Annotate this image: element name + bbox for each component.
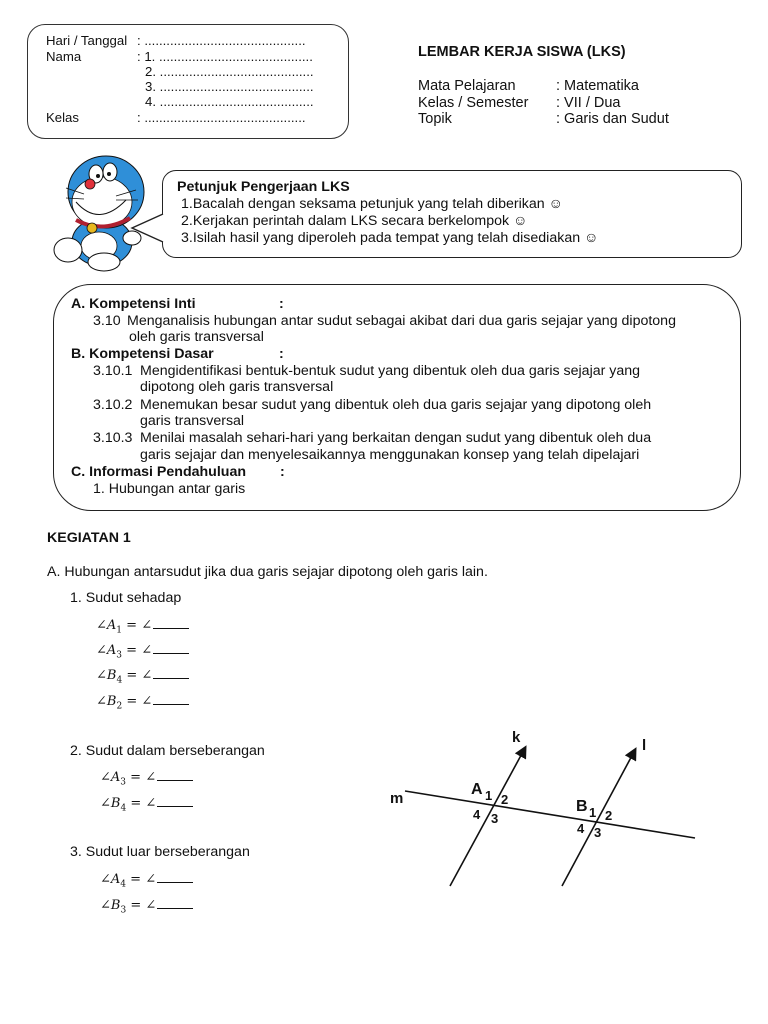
activity-section-a: A. Hubungan antarsudut jika dua garis sejajar dipotong oleh garis lain. bbox=[47, 564, 488, 580]
name-label: Nama bbox=[46, 49, 82, 64]
instruction-item: 1.Bacalah dengan seksama petunjuk yang telah diberikan ☺ bbox=[181, 196, 564, 212]
svg-text:4: 4 bbox=[577, 821, 585, 836]
topic-value: : Garis dan Sudut bbox=[556, 111, 669, 127]
date-field[interactable]: : ............................................ bbox=[137, 33, 306, 48]
answer-blank[interactable] bbox=[157, 770, 193, 781]
svg-text:2: 2 bbox=[501, 792, 509, 807]
instructions-title: Petunjuk Pengerjaan LKS bbox=[177, 179, 350, 195]
answer-blank[interactable] bbox=[157, 796, 193, 807]
equation-row: $\angle B_3$ = ∠ bbox=[100, 898, 193, 916]
svg-text:1: 1 bbox=[485, 788, 493, 803]
equation-row: $\angle B_4$ = ∠ bbox=[96, 668, 189, 686]
kd-text bbox=[140, 363, 721, 379]
instruction-item: 2.Kerjakan perintah dalam LKS secara berkelompok ☺ bbox=[181, 213, 528, 229]
svg-text:1: 1 bbox=[589, 805, 597, 820]
label-m: m bbox=[390, 790, 404, 807]
label-l: l bbox=[642, 737, 647, 754]
class-field[interactable]: : ............................................ bbox=[137, 110, 306, 125]
equation-row: $\angle A_4$ = ∠ bbox=[100, 872, 193, 890]
class-label: Kelas bbox=[46, 110, 79, 125]
kd-text-line: Mengidentifikasi bentuk-bentuk sudut yang dibentuk oleh dua garis sejajar yang bbox=[140, 363, 641, 379]
svg-text:3: 3 bbox=[594, 825, 602, 840]
name-field-1[interactable]: : 1. .......................................... bbox=[137, 49, 313, 64]
equation-row: $\angle B_4$ = ∠ bbox=[100, 796, 193, 814]
answer-blank[interactable] bbox=[153, 668, 189, 679]
section-c-colon: : bbox=[280, 464, 285, 480]
svg-text:4: 4 bbox=[473, 807, 481, 822]
grade-label: Kelas / Semester bbox=[418, 95, 529, 111]
kd-number: 3.10.2 bbox=[93, 397, 133, 413]
name-field-4[interactable]: 4. .......................................... bbox=[145, 94, 314, 109]
kd-text-cont: dipotong oleh garis transversal bbox=[140, 379, 334, 395]
parallel-lines-diagram bbox=[380, 720, 710, 900]
group-label: 1. Sudut sehadap bbox=[70, 590, 182, 606]
answer-blank[interactable] bbox=[153, 694, 189, 705]
equation-row: $\angle B_2$ = ∠ bbox=[96, 694, 189, 712]
name-field-3[interactable]: 3. .......................................... bbox=[145, 79, 314, 94]
date-label: Hari / Tanggal bbox=[46, 33, 128, 48]
label-b: B bbox=[576, 798, 588, 815]
kd-text: Menilai masalah sehari-hari yang berkaitan dengan sudut yang dibentuk oleh dua bbox=[140, 430, 652, 446]
subject-value: : Matematika bbox=[556, 78, 639, 94]
grade-value: : VII / Dua bbox=[556, 95, 621, 111]
svg-text:2: 2 bbox=[605, 808, 613, 823]
group-label: 3. Sudut luar berseberangan bbox=[70, 844, 250, 860]
section-a-colon: : bbox=[279, 296, 284, 312]
group-label: 2. Sudut dalam berseberangan bbox=[70, 743, 265, 759]
svg-text:3: 3 bbox=[491, 811, 499, 826]
answer-blank[interactable] bbox=[157, 898, 193, 909]
section-c-heading: C. Informasi Pendahuluan bbox=[71, 464, 247, 480]
subject-label: Mata Pelajaran bbox=[418, 78, 516, 94]
label-a: A bbox=[471, 781, 483, 798]
kd-text-cont: garis transversal bbox=[140, 413, 245, 429]
instruction-item: 3.Isilah hasil yang diperoleh pada tempat yang telah disediakan ☺ bbox=[181, 230, 599, 246]
intro-item: 1. Hubungan antar garis bbox=[93, 481, 246, 497]
ki-text-cont: oleh garis transversal bbox=[129, 329, 264, 345]
answer-blank[interactable] bbox=[153, 643, 189, 654]
bubble-tail bbox=[130, 210, 166, 250]
equation-row: $\angle A_1$ = ∠ bbox=[96, 618, 189, 636]
page-title: LEMBAR KERJA SISWA (LKS) bbox=[418, 44, 626, 60]
answer-blank[interactable] bbox=[157, 872, 193, 883]
kd-text-cont: garis sejajar dan menyelesaikannya menggunakan konsep yang telah dipelajari bbox=[140, 447, 640, 463]
kd-text: Menemukan besar sudut yang dibentuk oleh dua garis sejajar yang dipotong oleh bbox=[140, 397, 652, 413]
section-b-colon: : bbox=[279, 346, 284, 362]
answer-blank[interactable] bbox=[153, 618, 189, 629]
kd-number: 3.10.3 bbox=[93, 430, 133, 446]
label-k: k bbox=[512, 729, 521, 746]
topic-label: Topik bbox=[418, 111, 452, 127]
ki-text: Menganalisis hubungan antar sudut sebagai akibat dari dua garis sejajar yang dipotong bbox=[127, 313, 676, 329]
equation-row: $\angle A_3$ = ∠ bbox=[96, 643, 189, 661]
section-b-heading: B. Kompetensi Dasar bbox=[71, 346, 214, 362]
activity-title: KEGIATAN 1 bbox=[47, 530, 131, 546]
equation-row: $\angle A_3$ = ∠ bbox=[100, 770, 193, 788]
ki-number: 3.10 bbox=[93, 313, 121, 329]
kd-number: 3.10.1 bbox=[93, 363, 133, 379]
section-a-heading: A. Kompetensi Inti bbox=[71, 296, 196, 312]
name-field-2[interactable]: 2. .......................................... bbox=[145, 64, 314, 79]
